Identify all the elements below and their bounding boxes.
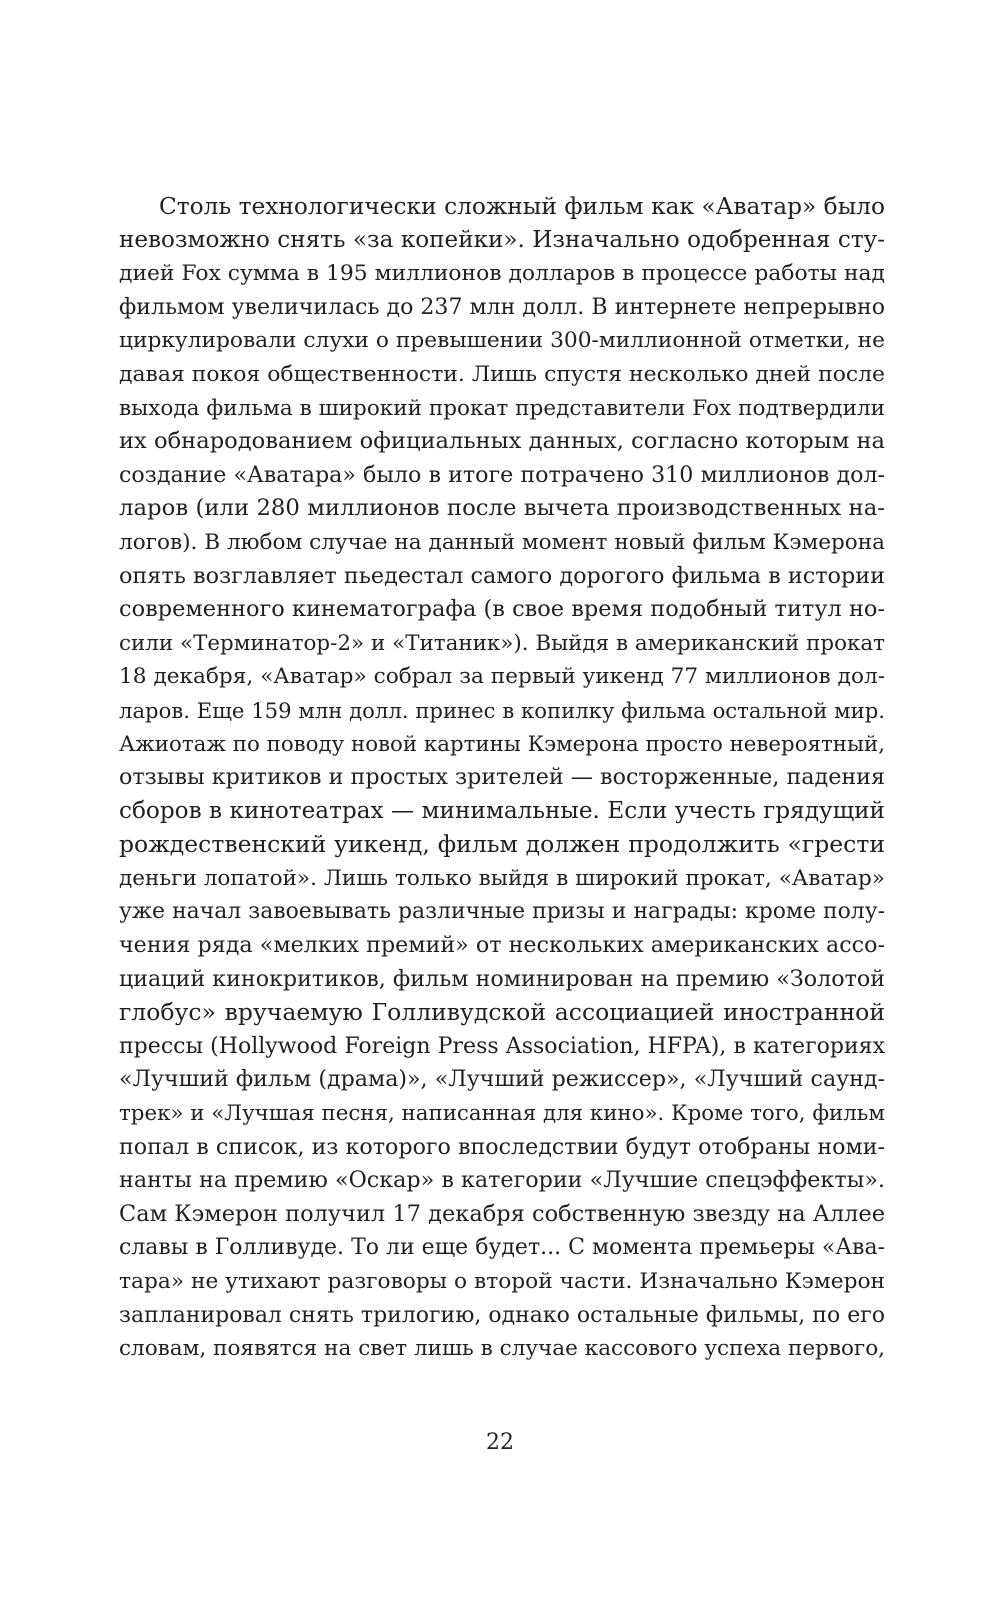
text-line: сборов в кинотеатрах — минимальные. Если учесть грядущий [119,797,885,824]
page-number: 22 [486,1430,514,1455]
body-text [119,190,885,1366]
text-line: тара» не утихают разговоры о второй части. Изначально Кэмерон [119,1269,885,1294]
text-line: уже начал завоевывать различные призы и награды: кроме полу- [119,899,885,925]
text-line: трек» и «Лучшая песня, написанная для кино». Кроме того, фильм [119,1101,885,1127]
text-line: славы в Голливуде. То ли еще будет... С момента премьеры «Ава- [119,1235,885,1261]
text-line: нанты на премию «Оскар» в категории «Лучшие спецэффекты». [119,1167,885,1194]
text-line: глобус» вручаемую Голливудской ассоциацией иностранной [119,998,885,1027]
text-line: опять возглавляет пьедестал самого дорогого фильма в истории [119,562,885,589]
text-line: логов). В любом случае на данный момент новый фильм Кэмерона [119,529,885,555]
text-line: чения ряда «мелких премий» от нескольких американских ассо- [119,932,885,959]
text-line: «Лучший фильм (драма)», «Лучший режиссер», «Лучший саунд- [119,1066,885,1093]
text-line: циаций кинокритиков, фильм номинирован на премию «Золотой [119,965,885,992]
text-line: словам, появятся на свет лишь в случае кассового успеха первого, [119,1336,885,1362]
text-line: дией Fox сумма в 195 миллионов долларов в процессе работы над [119,261,885,287]
text-line: ларов. Еще 159 млн долл. принес в копилку фильма остальной мир. [119,697,885,723]
text-line: Ажиотаж по поводу новой картины Кэмерона просто невероятный, [119,731,885,757]
text-line: отзывы критиков и простых зрителей — восторженные, падения [119,764,885,791]
text-line: фильмом увеличилась до 237 млн долл. В интернете непрерывно [119,294,885,320]
text-line: прессы (Hollywood Foreign Press Association, HFPA), в категориях [119,1033,885,1059]
text-line: сили «Терминатор-2» и «Титаник»). Выйдя в американский прокат [119,630,885,656]
text-line: современного кинематографа (в свое время подобный титул но- [119,596,885,623]
text-line: ларов (или 280 миллионов после вычета производственных на- [119,495,885,522]
text-line: запланировал снять трилогию, однако остальные фильмы, по его [119,1302,885,1328]
text-line: деньги лопатой». Лишь только выйдя в широкий прокат, «Аватар» [119,865,885,891]
text-line: попал в список, из которого впоследствии будут отобраны номи- [119,1133,885,1160]
text-line: давая покоя общественности. Лишь спустя несколько дней после [119,361,885,387]
text-line: Сам Кэмерон получил 17 декабря собственную звезду на Аллее [119,1200,885,1227]
text-line: создание «Аватара» было в итоге потрачено 310 миллионов дол- [119,461,885,488]
text-line: их обнародованием официальных данных, согласно которым на [119,428,885,455]
text-line: Столь технологически сложный фильм как «Аватар» было [159,193,885,220]
text-line: циркулировали слухи о превышении 300-миллионной отметки, не [119,328,885,354]
text-line: рождественский уикенд, фильм должен продолжить «грести [119,830,885,859]
text-line: невозможно снять «за копейки». Изначально одобренная сту- [119,226,885,253]
text-line: выхода фильма в широкий прокат представители Fox подтвердили [119,395,885,421]
text-line: 18 декабря, «Аватар» собрал за первый уикенд 77 миллионов дол- [119,664,885,690]
